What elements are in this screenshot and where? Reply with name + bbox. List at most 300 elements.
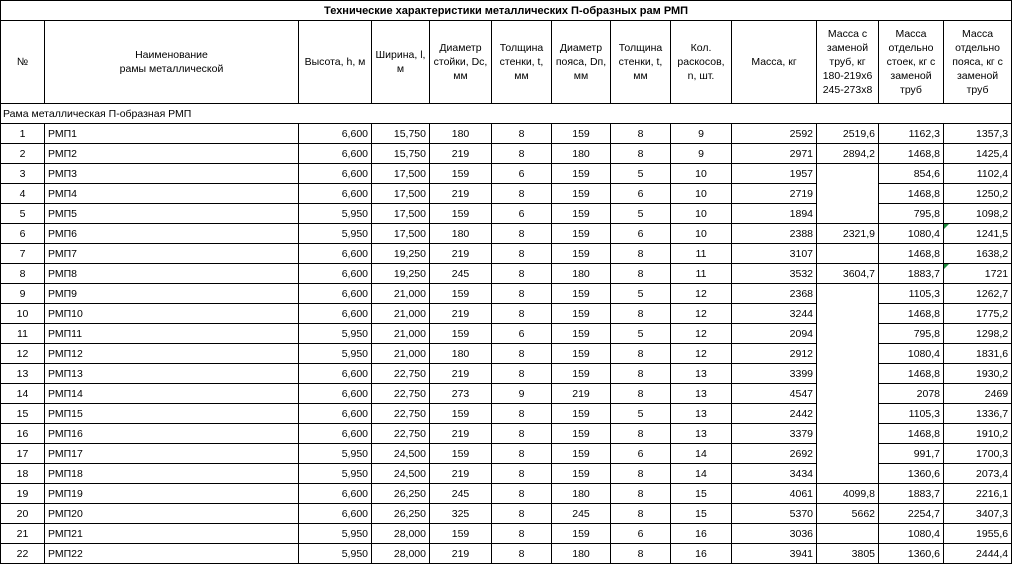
table-cell: 5	[611, 404, 671, 424]
table-cell: РМП13	[45, 364, 299, 384]
table-cell: РМП5	[45, 204, 299, 224]
table-cell: 6	[492, 204, 552, 224]
table-cell: 9	[492, 384, 552, 404]
table-cell: 6,600	[299, 184, 372, 204]
table-cell: 1930,2	[944, 364, 1012, 384]
table-cell: 159	[552, 344, 611, 364]
table-cell: 3532	[732, 264, 817, 284]
table-cell	[817, 304, 879, 324]
table-cell: 159	[552, 244, 611, 264]
table-cell: 4	[1, 184, 45, 204]
table-row	[1, 324, 1012, 344]
table-cell: 1721	[944, 264, 1012, 284]
table-cell: 11	[671, 244, 732, 264]
table-cell: 22,750	[372, 424, 430, 444]
table-cell: 159	[552, 224, 611, 244]
table-cell: 5,950	[299, 544, 372, 564]
table-cell: 22,750	[372, 404, 430, 424]
table-cell: 5	[611, 204, 671, 224]
table-cell: 854,6	[879, 164, 944, 184]
table-cell: РМП17	[45, 444, 299, 464]
table-cell: 8	[492, 464, 552, 484]
table-cell: 6	[492, 164, 552, 184]
table-cell: 12	[1, 344, 45, 364]
table-cell: 2519,6	[817, 124, 879, 144]
table-row	[1, 504, 1012, 524]
table-cell: 5,950	[299, 224, 372, 244]
table-cell	[817, 344, 879, 364]
table-cell: 22	[1, 544, 45, 564]
table-cell: 1105,3	[879, 284, 944, 304]
table-row	[1, 424, 1012, 444]
table-row	[1, 404, 1012, 424]
table-cell: 3407,3	[944, 504, 1012, 524]
table-cell: 159	[430, 324, 492, 344]
table-cell: РМП14	[45, 384, 299, 404]
table-cell: 8	[492, 244, 552, 264]
table-cell: 3244	[732, 304, 817, 324]
table-cell: 219	[430, 184, 492, 204]
table-cell: 6,600	[299, 264, 372, 284]
table-cell: 5,950	[299, 524, 372, 544]
table-cell	[817, 364, 879, 384]
table-cell: 19	[1, 484, 45, 504]
table-cell: 14	[671, 464, 732, 484]
table-cell: 8	[492, 264, 552, 284]
table-cell: РМП6	[45, 224, 299, 244]
table-cell: 1262,7	[944, 284, 1012, 304]
table-cell: РМП8	[45, 264, 299, 284]
table-cell: 180	[552, 544, 611, 564]
table-cell: 5	[611, 284, 671, 304]
table-row	[1, 224, 1012, 244]
table-cell: 159	[552, 364, 611, 384]
table-cell: 159	[430, 444, 492, 464]
column-header-11: Масса с заменой труб, кг 180-219х6 245-273х8	[817, 21, 879, 104]
table-cell	[817, 444, 879, 464]
table-cell: 8	[611, 544, 671, 564]
table-cell: 5370	[732, 504, 817, 524]
table-cell: 13	[671, 364, 732, 384]
table-cell: 2368	[732, 284, 817, 304]
table-cell	[817, 424, 879, 444]
table-cell	[817, 164, 879, 184]
table-cell: 180	[430, 344, 492, 364]
table-cell: 2912	[732, 344, 817, 364]
table-cell: 159	[430, 524, 492, 544]
table-cell: 1080,4	[879, 344, 944, 364]
table-cell: 17,500	[372, 224, 430, 244]
table-cell: 159	[552, 284, 611, 304]
table-cell: 1098,2	[944, 204, 1012, 224]
table-cell: РМП4	[45, 184, 299, 204]
table-cell: 3036	[732, 524, 817, 544]
table-cell: 1250,2	[944, 184, 1012, 204]
table-cell: 6	[611, 524, 671, 544]
table-cell: 8	[492, 184, 552, 204]
table-cell	[817, 204, 879, 224]
table-cell: 1468,8	[879, 364, 944, 384]
table-cell: 1831,6	[944, 344, 1012, 364]
column-header-6: Толщина стенки, t, мм	[492, 21, 552, 104]
table-cell: 159	[552, 304, 611, 324]
table-cell: 219	[430, 464, 492, 484]
table-cell: 21	[1, 524, 45, 544]
table-cell: 17,500	[372, 204, 430, 224]
table-cell: 8	[611, 424, 671, 444]
section-row	[1, 104, 1012, 124]
table-cell: 2719	[732, 184, 817, 204]
table-cell: 219	[430, 244, 492, 264]
table-cell: 219	[430, 364, 492, 384]
table-cell: 10	[671, 224, 732, 244]
table-row	[1, 284, 1012, 304]
table-cell: 5	[1, 204, 45, 224]
table-cell: 1775,2	[944, 304, 1012, 324]
table-cell: РМП18	[45, 464, 299, 484]
table-cell: 1360,6	[879, 544, 944, 564]
table-cell: 3379	[732, 424, 817, 444]
table-cell: 180	[552, 144, 611, 164]
table-cell: 8	[492, 484, 552, 504]
table-cell	[817, 324, 879, 344]
table-cell: 8	[611, 504, 671, 524]
column-header-5: Диаметр стойки, Dc, мм	[430, 21, 492, 104]
table-cell: 16	[1, 424, 45, 444]
table-cell: 2444,4	[944, 544, 1012, 564]
table-cell: 219	[430, 544, 492, 564]
table-cell: 6	[492, 324, 552, 344]
table-cell: РМП3	[45, 164, 299, 184]
table-cell: 1700,3	[944, 444, 1012, 464]
table-cell: 245	[430, 484, 492, 504]
table-cell: 4061	[732, 484, 817, 504]
table-cell: 5,950	[299, 324, 372, 344]
table-cell: 19,250	[372, 264, 430, 284]
table-cell: РМП10	[45, 304, 299, 324]
table-cell: 2321,9	[817, 224, 879, 244]
table-cell: 8	[611, 264, 671, 284]
table-cell: 10	[671, 164, 732, 184]
table-cell: 8	[611, 464, 671, 484]
table-cell: 21,000	[372, 324, 430, 344]
column-header-4: Ширина, l, м	[372, 21, 430, 104]
table-cell: 3107	[732, 244, 817, 264]
table-cell: 14	[1, 384, 45, 404]
table-cell: 8	[611, 124, 671, 144]
table-cell: 180	[430, 124, 492, 144]
column-header-7: Диаметр пояса, Dп, мм	[552, 21, 611, 104]
table-cell: 17,500	[372, 164, 430, 184]
table-cell: 5	[611, 324, 671, 344]
table-cell: 14	[671, 444, 732, 464]
table-cell: 16	[671, 544, 732, 564]
table-cell: 1468,8	[879, 244, 944, 264]
table-cell: 219	[430, 144, 492, 164]
table-cell: 6	[1, 224, 45, 244]
table-cell: 6,600	[299, 504, 372, 524]
table-cell: РМП12	[45, 344, 299, 364]
table-cell: 2469	[944, 384, 1012, 404]
table-cell: 6,600	[299, 404, 372, 424]
table-cell: 1105,3	[879, 404, 944, 424]
table-row	[1, 304, 1012, 324]
table-cell: 180	[552, 264, 611, 284]
table-cell: 15,750	[372, 144, 430, 164]
table-cell: 8	[492, 444, 552, 464]
table-cell: 8	[492, 364, 552, 384]
table-cell: 3	[1, 164, 45, 184]
table-cell: 159	[552, 184, 611, 204]
table-cell: 159	[552, 524, 611, 544]
table-cell: 12	[671, 344, 732, 364]
table-cell: РМП2	[45, 144, 299, 164]
table-cell: 795,8	[879, 204, 944, 224]
table-cell: РМП16	[45, 424, 299, 444]
table-row	[1, 364, 1012, 384]
table-cell: РМП21	[45, 524, 299, 544]
table-cell: 6,600	[299, 384, 372, 404]
table-cell	[817, 384, 879, 404]
column-header-12: Масса отдельно стоек, кг с заменой труб	[879, 21, 944, 104]
table-cell: 3604,7	[817, 264, 879, 284]
table-cell: 1	[1, 124, 45, 144]
table-cell: 6,600	[299, 144, 372, 164]
table-cell: 8	[492, 144, 552, 164]
table-cell: 13	[671, 384, 732, 404]
title-row	[1, 1, 1012, 21]
table-cell: 20	[1, 504, 45, 524]
table-cell: РМП20	[45, 504, 299, 524]
table-cell: 2078	[879, 384, 944, 404]
table-cell: 6,600	[299, 124, 372, 144]
table-cell: 9	[671, 144, 732, 164]
table-cell: 6,600	[299, 424, 372, 444]
table-cell: 6,600	[299, 284, 372, 304]
table-cell: 2692	[732, 444, 817, 464]
table-cell: 21,000	[372, 284, 430, 304]
table-row	[1, 204, 1012, 224]
table-cell: РМП7	[45, 244, 299, 264]
table-row	[1, 164, 1012, 184]
table-cell: 4547	[732, 384, 817, 404]
table-cell: 5,950	[299, 464, 372, 484]
table-cell: РМП11	[45, 324, 299, 344]
table-cell: 991,7	[879, 444, 944, 464]
table-cell: РМП19	[45, 484, 299, 504]
table-cell: 159	[552, 124, 611, 144]
table-cell: 15	[671, 504, 732, 524]
table-cell: 6	[611, 184, 671, 204]
table-cell: 5,950	[299, 344, 372, 364]
table-cell: 245	[552, 504, 611, 524]
table-cell: 159	[430, 284, 492, 304]
table-cell: 17,500	[372, 184, 430, 204]
table-cell: 9	[1, 284, 45, 304]
table-cell: 12	[671, 304, 732, 324]
table-row	[1, 444, 1012, 464]
table-row	[1, 464, 1012, 484]
table-cell: 325	[430, 504, 492, 524]
table-cell: 245	[430, 264, 492, 284]
table-cell: 10	[1, 304, 45, 324]
table-cell: 1298,2	[944, 324, 1012, 344]
table-cell: 3805	[817, 544, 879, 564]
table-cell: 15	[1, 404, 45, 424]
table-cell	[817, 284, 879, 304]
table-cell: 8	[492, 304, 552, 324]
table-cell: 7	[1, 244, 45, 264]
column-header-2: Наименование рамы металлической	[45, 21, 299, 104]
table-cell: 159	[430, 404, 492, 424]
section-label: Рама металлическая П-образная РМП	[1, 104, 1012, 124]
table-cell	[817, 524, 879, 544]
table-cell: 3399	[732, 364, 817, 384]
table-cell: 1468,8	[879, 424, 944, 444]
table-row	[1, 124, 1012, 144]
table-cell: 159	[552, 164, 611, 184]
table-cell: РМП15	[45, 404, 299, 424]
column-header-10: Масса, кг	[732, 21, 817, 104]
table-cell: 1080,4	[879, 224, 944, 244]
table-cell: 1241,5	[944, 224, 1012, 244]
table-cell: 3941	[732, 544, 817, 564]
table-cell: РМП9	[45, 284, 299, 304]
table-cell: 159	[552, 204, 611, 224]
table-cell: 8	[492, 224, 552, 244]
table-cell: 22,750	[372, 384, 430, 404]
table-cell: 2894,2	[817, 144, 879, 164]
table-cell: 2073,4	[944, 464, 1012, 484]
table-cell: 15	[671, 484, 732, 504]
table-cell: 2254,7	[879, 504, 944, 524]
table-cell: 5,950	[299, 444, 372, 464]
table-row	[1, 184, 1012, 204]
table-cell: 1468,8	[879, 144, 944, 164]
table-row	[1, 344, 1012, 364]
column-header-8: Толщина стенки, t, мм	[611, 21, 671, 104]
table-cell: 180	[430, 224, 492, 244]
table-cell: 22,750	[372, 364, 430, 384]
table-row	[1, 544, 1012, 564]
table-cell: 1336,7	[944, 404, 1012, 424]
table-cell: 5662	[817, 504, 879, 524]
table-cell: 159	[552, 464, 611, 484]
table-cell: 6,600	[299, 244, 372, 264]
table-cell: 28,000	[372, 524, 430, 544]
table-row	[1, 484, 1012, 504]
table-cell: 2442	[732, 404, 817, 424]
table-row	[1, 244, 1012, 264]
table-cell: 159	[552, 324, 611, 344]
table-cell: 1468,8	[879, 184, 944, 204]
table-row	[1, 264, 1012, 284]
table-cell: 6	[611, 444, 671, 464]
table-cell: 21,000	[372, 344, 430, 364]
table-cell: 159	[552, 404, 611, 424]
table-cell: 13	[671, 404, 732, 424]
table-cell: 2971	[732, 144, 817, 164]
table-cell: 6,600	[299, 164, 372, 184]
table-cell: 6,600	[299, 304, 372, 324]
table-cell: 2388	[732, 224, 817, 244]
table-cell: 13	[1, 364, 45, 384]
table-cell: 12	[671, 324, 732, 344]
table-cell: 1910,2	[944, 424, 1012, 444]
table-cell	[817, 464, 879, 484]
table-cell: 159	[552, 424, 611, 444]
column-header-1: №	[1, 21, 45, 104]
column-header-13: Масса отдельно пояса, кг с заменой труб	[944, 21, 1012, 104]
table-cell: 2592	[732, 124, 817, 144]
table-cell: 795,8	[879, 324, 944, 344]
table-cell: 26,250	[372, 504, 430, 524]
table-cell: РМП1	[45, 124, 299, 144]
table-row	[1, 384, 1012, 404]
table-cell: 8	[492, 524, 552, 544]
table-cell: 1162,3	[879, 124, 944, 144]
table-cell: 8	[1, 264, 45, 284]
table-cell: 5	[611, 164, 671, 184]
table-cell: 219	[430, 424, 492, 444]
table-cell: 8	[492, 404, 552, 424]
table-cell: 8	[611, 304, 671, 324]
table-cell: РМП22	[45, 544, 299, 564]
table-cell: 18	[1, 464, 45, 484]
column-header-9: Кол. раскосов, n, шт.	[671, 21, 732, 104]
table-cell: 273	[430, 384, 492, 404]
table-cell: 1080,4	[879, 524, 944, 544]
table-cell: 219	[552, 384, 611, 404]
table-cell: 8	[492, 124, 552, 144]
table-cell: 17	[1, 444, 45, 464]
table-cell: 1425,4	[944, 144, 1012, 164]
table-cell: 8	[611, 384, 671, 404]
table-cell: 1883,7	[879, 484, 944, 504]
table-cell: 8	[611, 244, 671, 264]
table-cell: 19,250	[372, 244, 430, 264]
table-cell: 1360,6	[879, 464, 944, 484]
table-cell: 16	[671, 524, 732, 544]
table-cell: 1955,6	[944, 524, 1012, 544]
table-cell: 1894	[732, 204, 817, 224]
table-cell: 180	[552, 484, 611, 504]
table-cell: 219	[430, 304, 492, 324]
table-cell: 8	[492, 284, 552, 304]
table-cell: 10	[671, 184, 732, 204]
table-cell: 10	[671, 204, 732, 224]
table-cell: 24,500	[372, 444, 430, 464]
table-cell: 2216,1	[944, 484, 1012, 504]
table-cell: 11	[671, 264, 732, 284]
table-cell: 8	[492, 504, 552, 524]
table-cell: 8	[492, 344, 552, 364]
table-cell: 3434	[732, 464, 817, 484]
table-cell: 1638,2	[944, 244, 1012, 264]
table-cell: 26,250	[372, 484, 430, 504]
table-cell: 1957	[732, 164, 817, 184]
table-cell: 1883,7	[879, 264, 944, 284]
table-cell: 28,000	[372, 544, 430, 564]
table-cell: 6	[611, 224, 671, 244]
table-cell: 6,600	[299, 364, 372, 384]
table-cell: 159	[430, 204, 492, 224]
table-cell: 15,750	[372, 124, 430, 144]
table-cell: 1468,8	[879, 304, 944, 324]
table-cell: 8	[492, 424, 552, 444]
table-cell: 9	[671, 124, 732, 144]
table-cell: 21,000	[372, 304, 430, 324]
